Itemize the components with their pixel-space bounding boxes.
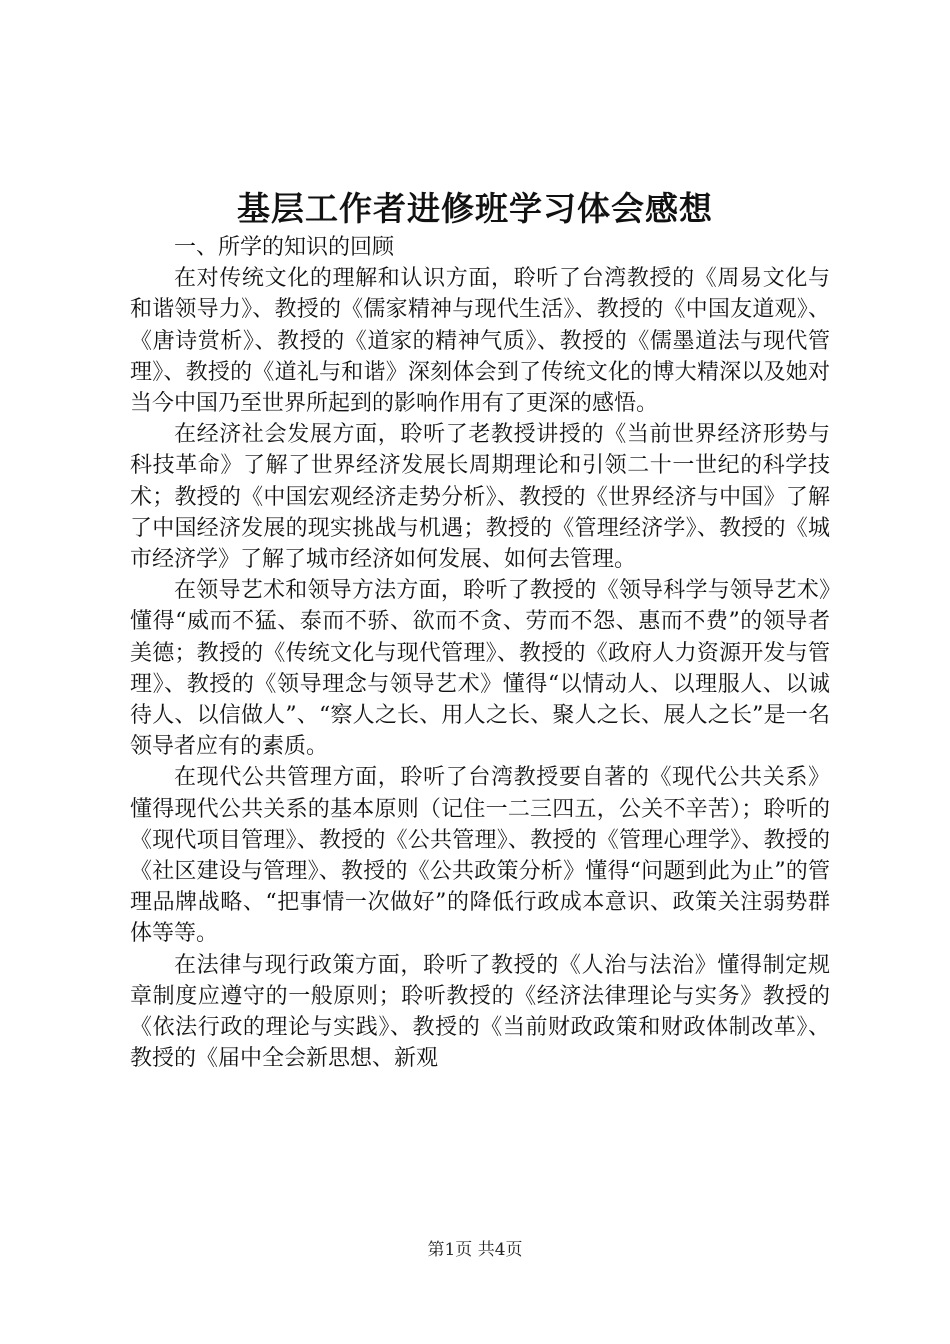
document-title: 基层工作者进修班学习体会感想 [237,189,713,228]
paragraph-leadership-art: 在领导艺术和领导方法方面，聆听了教授的《领导科学与领导艺术》懂得“威而不猛、泰而不骄、欲而不贪、劳而不怨、惠而不费”的领导者美德；教授的《传统文化与现代管理》、教授的《政府人力资源开发与管理》、教授的《领导理念与领导艺术》懂得“以情动人、以理服人、以诚待人、以信做人”、“察人之长、用人之长、聚人之长、展人之长”是一名领导者应有的素质。 [130,578,830,760]
paragraph-traditional-culture: 在对传统文化的理解和认识方面，聆听了台湾教授的《周易文化与和谐领导力》、教授的《儒家精神与现代生活》、教授的《中国友道观》、《唐诗赏析》、教授的《道家的精神气质》、教授的《儒墨道法与现代管理》、教授的《道礼与和谐》深刻体会到了传统文化的博大精深以及她对当今中国乃至世界所起到的影响作用有了更深的感悟。 [130,266,830,417]
document-body [130,232,830,1074]
section-heading: 一、所学的知识的回顾 [174,235,395,260]
paragraph-economic-development: 在经济社会发展方面，聆听了老教授讲授的《当前世界经济形势与科技革命》了解了世界经济发展长周期理论和引领二十一世纪的科学技术；教授的《中国宏观经济走势分析》、教授的《世界经济与中国》了解了中国经济发展的现实挑战与机遇；教授的《管理经济学》、教授的《城市经济学》了解了城市经济如何发展、如何去管理。 [130,422,830,573]
paragraph-law-policy: 在法律与现行政策方面，聆听了教授的《人治与法治》懂得制定规章制度应遵守的一般原则；聆听教授的《经济法律理论与实务》教授的《依法行政的理论与实践》、教授的《当前财政政策和财政体制改革》、教授的《届中全会新思想、新观 [130,952,830,1072]
page-footer: 第1页 共4页 [427,1240,523,1260]
paragraph-public-management: 在现代公共管理方面，聆听了台湾教授要自著的《现代公共关系》懂得现代公共关系的基本原则（记住一二三四五，公关不辛苦）；聆听的《现代项目管理》、教授的《公共管理》、教授的《管理心理学》、教授的《社区建设与管理》、教授的《公共政策分析》懂得“问题到此为止”的管理品牌战略、“把事情一次做好”的降低行政成本意识、政策关注弱势群体等等。 [130,765,830,947]
